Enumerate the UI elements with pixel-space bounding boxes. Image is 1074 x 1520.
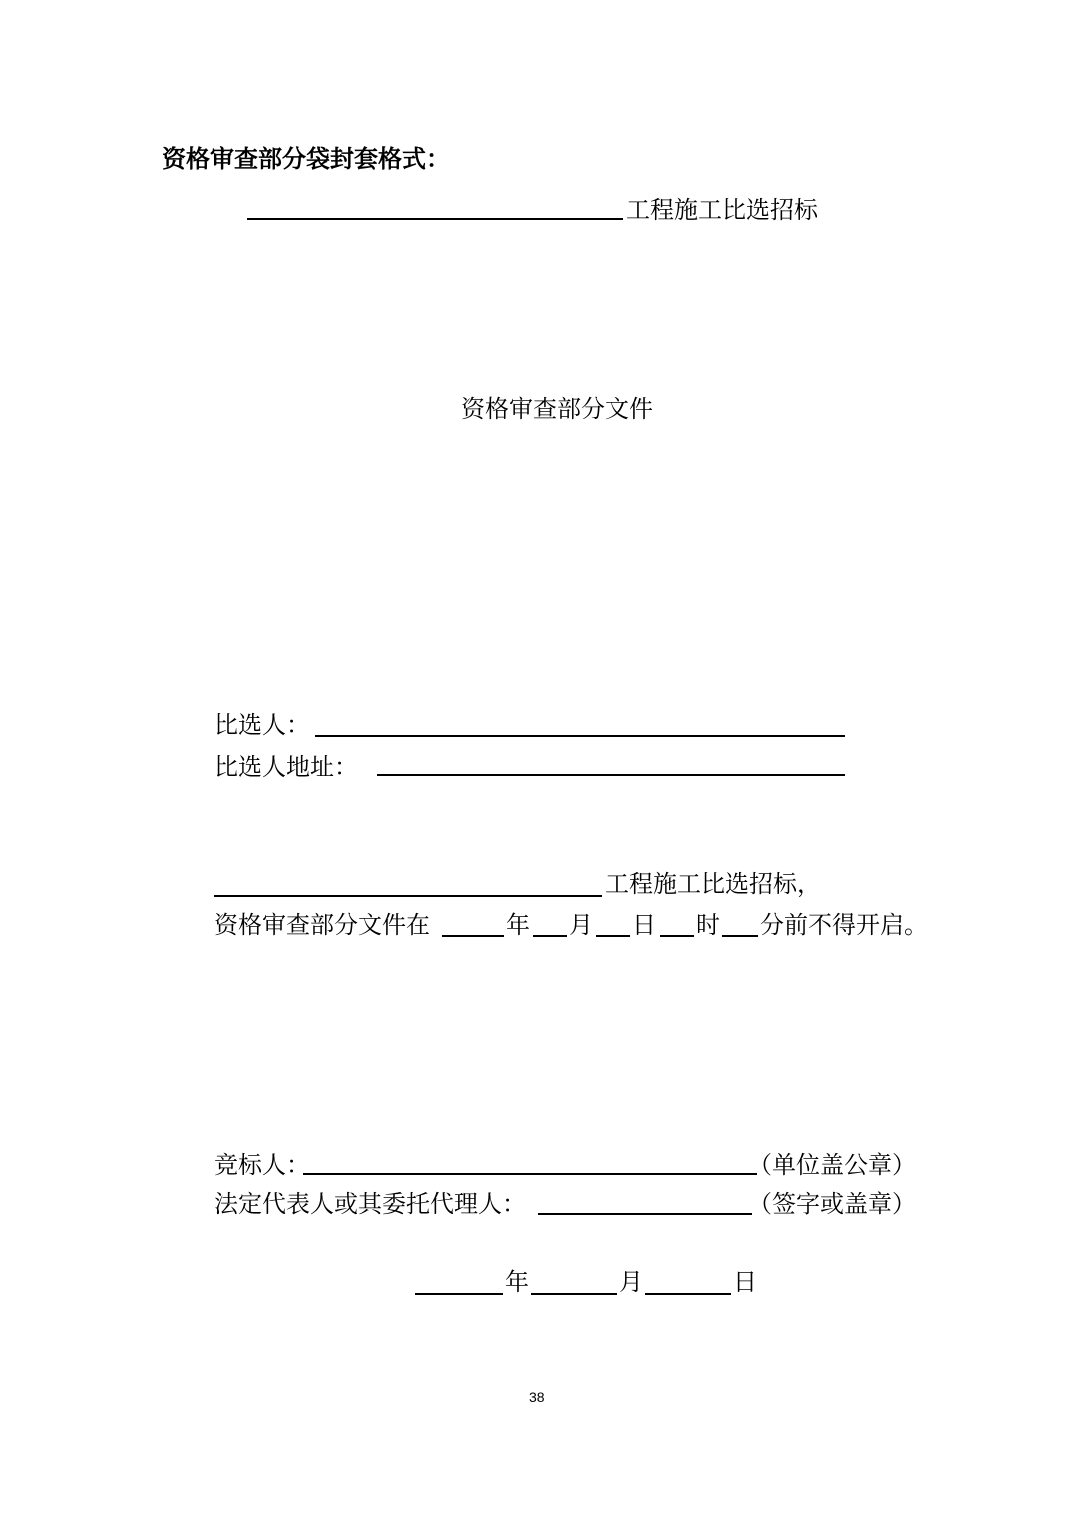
purchaser-address-blank[interactable] [377, 774, 845, 776]
bidder-blank[interactable] [303, 1173, 757, 1175]
open-line-suffix: 分前不得开启。 [760, 911, 928, 939]
date-year-label: 年 [505, 1268, 529, 1296]
date-day-blank[interactable] [645, 1293, 731, 1295]
date-year-blank[interactable] [415, 1293, 503, 1295]
date-month-blank[interactable] [531, 1293, 617, 1295]
open-hour-label: 时 [696, 911, 720, 939]
open-month-label: 月 [569, 911, 593, 939]
purchaser-label: 比选人： [214, 711, 310, 739]
open-day-label: 日 [632, 911, 656, 939]
open-year-label: 年 [506, 911, 530, 939]
open-year-blank[interactable] [442, 935, 504, 937]
open-minute-blank[interactable] [722, 935, 758, 937]
top-project-suffix: 工程施工比选招标 [626, 196, 818, 224]
center-title: 资格审查部分文件 [461, 395, 653, 423]
top-project-name-blank[interactable] [247, 218, 623, 220]
bidder-label: 竞标人： [214, 1151, 310, 1179]
representative-label: 法定代表人或其委托代理人： [214, 1190, 526, 1218]
envelope-format-heading: 资格审查部分袋封套格式： [162, 145, 450, 173]
purchaser-address-label: 比选人地址： [214, 753, 358, 781]
purchaser-blank[interactable] [315, 735, 845, 737]
bidder-seal-note: （单位盖公章） [748, 1151, 916, 1179]
representative-blank[interactable] [538, 1213, 752, 1215]
date-month-label: 月 [619, 1268, 643, 1296]
mid-project-suffix: 工程施工比选招标， [605, 870, 821, 898]
representative-sign-note: （签字或盖章） [748, 1190, 916, 1218]
open-hour-blank[interactable] [660, 935, 694, 937]
date-day-label: 日 [733, 1268, 757, 1296]
open-day-blank[interactable] [596, 935, 630, 937]
open-line-prefix: 资格审查部分文件在 [214, 911, 430, 939]
mid-project-name-blank[interactable] [214, 895, 602, 897]
page-number: 38 [529, 1389, 545, 1405]
open-month-blank[interactable] [533, 935, 567, 937]
